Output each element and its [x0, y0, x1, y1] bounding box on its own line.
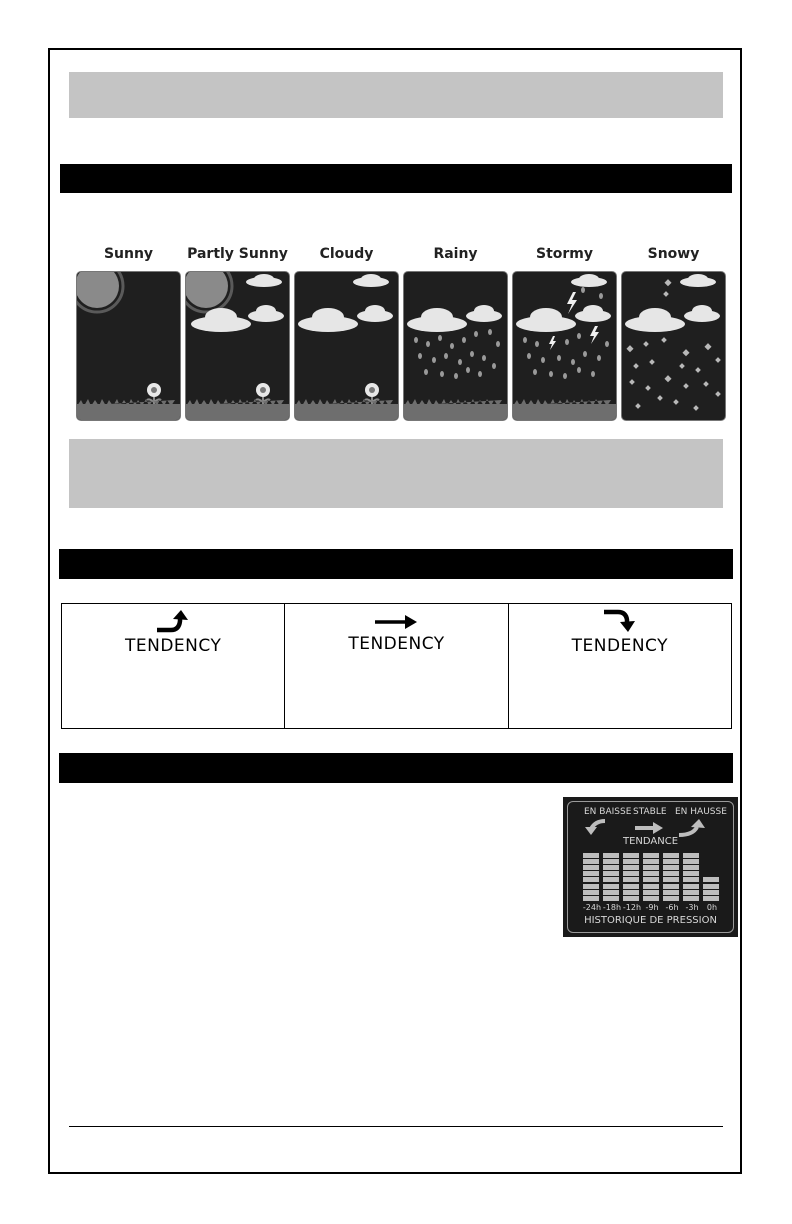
pressure-bar-segment: [643, 877, 659, 882]
pressure-bar-segment: [683, 877, 699, 882]
header-gray-bar: [69, 72, 723, 118]
pressure-bar-segment: [603, 877, 619, 882]
grass-icon: [77, 404, 180, 420]
pressure-hour-label: 0h: [706, 903, 718, 912]
pressure-bar-segment: [623, 853, 639, 858]
weather-label: Stormy: [535, 246, 593, 262]
pressure-bar-segment: [583, 871, 599, 876]
pressure-bar-segment: [603, 890, 619, 895]
pressure-bar-segment: [683, 871, 699, 876]
tendency-label: TENDENCY: [124, 636, 222, 656]
pressure-bar-segment: [583, 896, 599, 901]
pressure-bar-segment: [663, 859, 679, 864]
tendency-label: TENDENCY: [348, 634, 445, 654]
weather-label: Sunny: [103, 246, 154, 262]
partly-sunny-panel: [186, 272, 289, 420]
pressure-bar-segment: [703, 877, 719, 882]
grass-icon: [513, 404, 616, 420]
tendency-table: [61, 603, 732, 729]
lcd-tendance-label: TENDANCE: [622, 836, 679, 847]
pressure-bar-segment: [623, 884, 639, 889]
pressure-bar-segment: [703, 890, 719, 895]
pressure-bar-segment: [623, 890, 639, 895]
pressure-bar-segment: [683, 884, 699, 889]
pressure-bar-segment: [663, 877, 679, 882]
cloudy-panel: [295, 272, 398, 420]
pressure-bar-segment: [623, 859, 639, 864]
weather-label: Rainy: [433, 246, 478, 262]
section-bar-pressure: [59, 753, 733, 783]
stormy-panel: [513, 272, 616, 420]
lcd-stable-label: STABLE: [633, 807, 667, 817]
lcd-arrow-rising-icon: [679, 827, 697, 835]
pressure-bar-segment: [683, 890, 699, 895]
pressure-bar-segment: [603, 865, 619, 870]
pressure-bar-segment: [663, 884, 679, 889]
pressure-bar-segment: [683, 859, 699, 864]
pressure-bar-segment: [683, 865, 699, 870]
pressure-bar-segment: [623, 871, 639, 876]
pressure-bar-segment: [603, 859, 619, 864]
pressure-bar-segment: [603, 853, 619, 858]
grass-icon: [404, 404, 507, 420]
pressure-bar-segment: [623, 877, 639, 882]
cloud-icon: [625, 274, 720, 332]
tendency-label: TENDENCY: [571, 636, 668, 656]
pressure-bar-segment: [583, 884, 599, 889]
pressure-bar-column: [643, 851, 659, 901]
pressure-bar-segment: [663, 871, 679, 876]
cloud-icon: [516, 274, 611, 332]
pressure-bar-segment: [643, 896, 659, 901]
pressure-bar-segment: [583, 853, 599, 858]
tendency-falling-cell: [508, 604, 731, 729]
lcd-history-title: HISTORIQUE DE PRESSION: [584, 915, 717, 926]
weather-label: Cloudy: [319, 246, 374, 262]
snowy-panel: [622, 272, 725, 420]
pressure-bar-segment: [683, 896, 699, 901]
pressure-hour-label: -9h: [645, 903, 659, 912]
pressure-bar-column: [623, 851, 639, 901]
tendency-rising-cell: [62, 604, 285, 729]
pressure-bar-column: [603, 851, 619, 901]
pressure-bar-segment: [583, 890, 599, 895]
arrow-rising-icon: [153, 609, 193, 633]
pressure-bar-segment: [583, 859, 599, 864]
pressure-hour-label: -3h: [685, 903, 699, 912]
pressure-bar-segment: [603, 871, 619, 876]
pressure-hour-label: -18h: [602, 903, 622, 912]
pressure-bar-segment: [703, 896, 719, 901]
info-gray-bar: [69, 439, 723, 508]
pressure-bar-segment: [643, 853, 659, 858]
cloud-icon: [298, 274, 393, 332]
pressure-bar-segment: [703, 884, 719, 889]
pressure-hour-label: -6h: [665, 903, 679, 912]
weather-label: Snowy: [647, 246, 700, 262]
pressure-bar-segment: [623, 865, 639, 870]
pressure-bar-segment: [643, 865, 659, 870]
pressure-bar-segment: [663, 853, 679, 858]
section-bar-tendency: [59, 549, 733, 579]
pressure-bar-segment: [603, 896, 619, 901]
pressure-bar-segment: [663, 896, 679, 901]
pressure-bar-segment: [663, 865, 679, 870]
section-bar-weather: [60, 164, 732, 193]
pressure-hour-label: -24h: [582, 903, 602, 912]
weather-label: Partly Sunny: [187, 246, 288, 262]
pressure-bar-segment: [643, 871, 659, 876]
footer-rule: [69, 1126, 723, 1127]
rainy-panel: [404, 272, 507, 420]
pressure-bar-column: [583, 851, 599, 901]
pressure-bar-segment: [583, 877, 599, 882]
pressure-bars: [583, 851, 723, 901]
pressure-bar-column: [683, 851, 699, 901]
cloud-icon: [407, 305, 502, 332]
pressure-bar-column: [663, 851, 679, 901]
pressure-bar-column: [703, 851, 719, 901]
grass-icon: [295, 404, 398, 420]
raindrop-icon: [414, 329, 500, 379]
arrow-falling-icon: [600, 608, 640, 634]
arrow-steady-icon: [373, 613, 419, 631]
sun-icon: [186, 272, 228, 308]
lcd-baisse-label: EN BAISSE: [584, 807, 632, 817]
snowflake-icon: [626, 279, 720, 411]
pressure-bar-segment: [663, 890, 679, 895]
pressure-bar-segment: [583, 865, 599, 870]
pressure-bar-segment: [643, 859, 659, 864]
sun-icon: [77, 272, 119, 308]
pressure-hour-label: -12h: [622, 903, 642, 912]
pressure-hour-labels: [579, 903, 729, 915]
pressure-bar-segment: [603, 884, 619, 889]
pressure-bar-segment: [643, 884, 659, 889]
sunny-panel: [77, 272, 180, 420]
weather-icons-row: [77, 246, 725, 424]
pressure-bar-segment: [643, 890, 659, 895]
pressure-bar-segment: [683, 853, 699, 858]
tendency-steady-cell: [285, 604, 508, 729]
grass-icon: [186, 404, 289, 420]
pressure-history-display: [563, 797, 738, 937]
lcd-hausse-label: EN HAUSSE: [675, 807, 727, 817]
pressure-bar-segment: [623, 896, 639, 901]
